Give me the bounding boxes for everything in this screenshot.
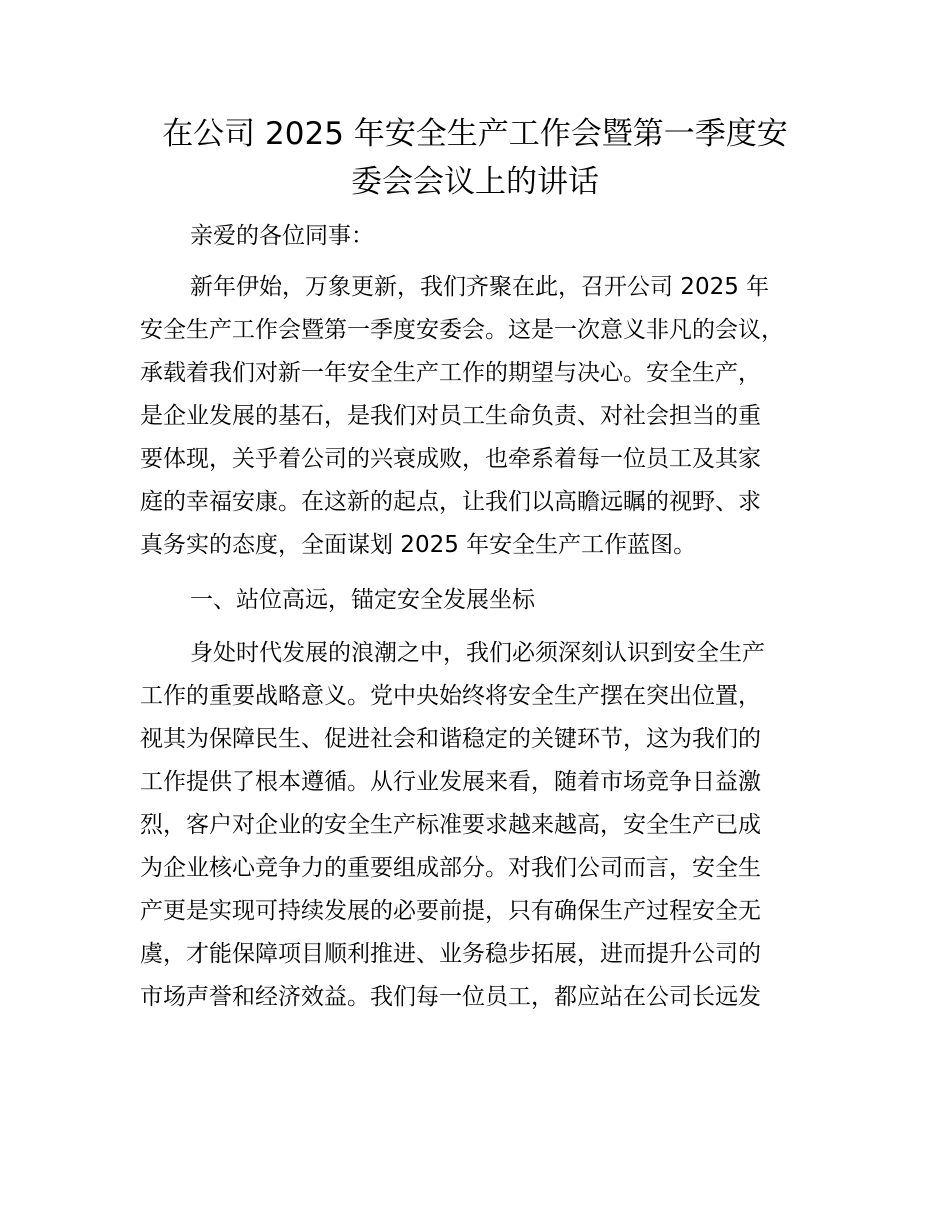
paragraph-line: 为企业核心竞争力的重要组成部分。对我们公司而言，安全生 [140, 855, 761, 881]
paragraph-line: 真务实的态度，全面谋划 2025 年安全生产工作蓝图。 [140, 532, 697, 558]
title-line: 委会会议上的讲话 [351, 164, 599, 200]
title-line: 在公司 2025 年安全生产工作会暨第一季度安 [162, 116, 788, 152]
paragraph-line: 视其为保障民生、促进社会和谐稳定的关键环节，这为我们的 [140, 726, 761, 752]
paragraph-line: 烈，客户对企业的安全生产标准要求越来越高，安全生产已成 [140, 812, 761, 838]
paragraph-line: 承载着我们对新一年安全生产工作的期望与决心。安全生产， [140, 360, 761, 386]
section-heading: 一、站位高远，锚定安全发展坐标 [190, 587, 535, 613]
paragraph-line: 是企业发展的基石，是我们对员工生命负责、对社会担当的重 [140, 403, 761, 429]
paragraph-line: 虞，才能保障项目顺利推进、业务稳步拓展，进而提升公司的 [140, 941, 761, 967]
paragraph-line: 安全生产工作会暨第一季度安委会。这是一次意义非凡的会议， [140, 317, 784, 343]
paragraph-line: 产更是实现可持续发展的必要前提，只有确保生产过程安全无 [140, 898, 761, 924]
paragraph-line: 市场声誉和经济效益。我们每一位员工，都应站在公司长远发 [140, 984, 761, 1010]
paragraph-line: 新年伊始，万象更新，我们齐聚在此，召开公司 2025 年 [190, 274, 770, 300]
paragraph-line: 要体现，关乎着公司的兴衰成败，也牵系着每一位员工及其家 [140, 446, 761, 472]
paragraph-line: 工作的重要战略意义。党中央始终将安全生产摆在突出位置， [140, 683, 761, 709]
paragraph-line: 庭的幸福安康。在这新的起点，让我们以高瞻远瞩的视野、求 [140, 489, 761, 515]
paragraph-line: 工作提供了根本遵循。从行业发展来看，随着市场竞争日益激 [140, 769, 761, 795]
greeting: 亲爱的各位同事： [190, 223, 374, 249]
document-title [140, 110, 810, 206]
paragraph-line: 身处时代发展的浪潮之中，我们必须深刻认识到安全生产 [190, 640, 765, 666]
